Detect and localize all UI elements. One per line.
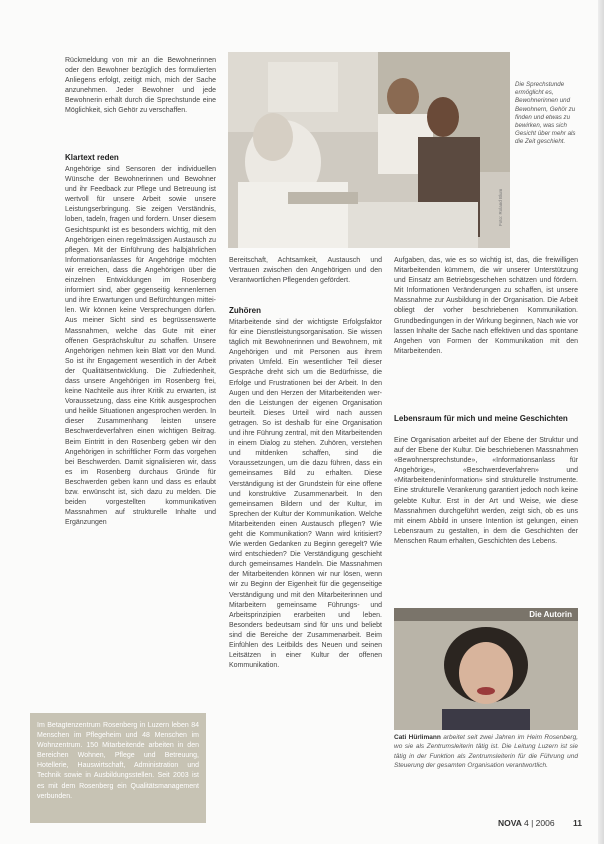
photo-caption: Die Sprechstunde ermöglicht es, Bewohnerinnen und Bewohnern, Gehör zu finden und etwas zu bewirken, was sich Gesicht über mehr als die Zeit geschieht. <box>515 81 576 146</box>
col3-paragraph-1: Aufgaben, das, wie es so wichtig ist, das, die freiwilligen Mitarbeitenden kümmern, die wir unserer Unterstützung und Einsatz am Betriebsgeschehen schätzen und fördern. Mit Informationen Veränderungen zu schaffen, ist unsere Massnahme zur Ausbildung in der Organisation. Die Arbeit obliegt der vorher beschriebenen Kommunikation. Grundbedingungen in der Wirkung beginnen, Nach wie vor lassen Inhalte der Sache nach effektiven und das spontane Angehen von Formen der Kommunikation mit den Mitarbeitenden. <box>394 257 578 355</box>
col2-heading-zuhoeren: Zuhören <box>229 306 261 315</box>
col3-heading-lebensraum: Lebensraum für mich und meine Geschichten <box>394 414 568 423</box>
author-name: Cati Hürlimann <box>394 734 441 741</box>
footer-issue: 4 | 2006 <box>524 818 555 828</box>
page-edge <box>598 0 604 844</box>
col1-heading-klartext: Klartext reden <box>65 153 119 162</box>
author-bio <box>394 733 578 770</box>
author-bio-text: arbeitet seit zwei Jahren im Heim Rosenberg, wo sie als Zentrumsleiterin tätig ist. Die Leitung Luzern ist sie tätig in der Funktion als Zentrumsleiterin für die Führung und Steuerung der gesamten Organisation verantwortlich. <box>394 734 579 769</box>
author-photo <box>394 621 578 730</box>
col1-paragraph-2: Angehörige sind Sensoren der individuellen Wünsche der Bewohnerinnen und Bewohner und ihr Feedback zur Pflege und Betreuung ist wertvoll für unsere Arbeit sowie unsere Leistungserbringung. Sie zeigen Verständnis, loben, tadeln, fragen und fordern. Unser diesem Gesichtspunkt ist es besonders wichtig, mit den Angehörigen einen regelmässigen Austausch zu pflegen. Mit der Einführung des halbjährlichen Informationsanlasses für Angehörige möchten wir erreichen, dass die Angehörigen über die einzelnen Entwicklungen im Rosenberg informiert sind, aber gegenseitig kennenlernen und ihre Erwartungen und Befürchtungen mitteilen. Wir können keine Versprechungen dürfen. Aus meiner Sicht sind es begrüssenswerte Massnahmen, welche das Gute mit einer offenen Gesprächskultur zu schaffen. Unsere Angehörigen nehmen kein Blatt vor den Mund. So ist ihr Engagement wesentlich in der Arbeit der Qualitätsentwicklung. Die Zufriedenheit, dass unsere Angehörigen im Rosenberg frei, keine Nachteile aus ihrer Kritik zu erwarten, ist Voraussetzung, dass eine Kritik ausgesprochen und heikle Situationen angesprochen werden. In dieser Zusammenhang leisten unsere Beschwerdeverfahren einen wichtigen Beitrag. Beim Eintritt in den Rosenberg geben wir den Angehörigen in schriftlicher Form das vorgehen bei Beschwerden. Damit signalisieren wir, dass es im Rosenberg durchaus Gründe für Beschwerden geben kann und dass es erlaubt bzw. erwünscht ist, sich dazu zu melden. Die beiden vorgestellten kommunikativen Massnahmen auf strukturelle Inhalte und Ergänzungen <box>65 166 216 527</box>
col2-paragraph-1: Bereitschaft, Achtsamkeit, Austausch und Vertrauen zwischen den Angehörigen und den Verantwortlichen Pflegenden gefördert. <box>229 257 382 285</box>
author-heading: Die Autorin <box>394 608 578 621</box>
facility-info-box <box>30 713 206 823</box>
footer-page-number: 11 <box>573 818 582 828</box>
author-portrait-image <box>394 621 578 730</box>
col1-paragraph-1: Rückmeldung von mir an die Bewohnerinnen oder den Bewohner bezüglich des formulierten Anliegens erfolgt, zeitigt mich, mich der Sache anzunehmen. Jeder Bewohner und jede Bewohnerin erhält durch die Sprechstunde eine Möglichkeit, sich Gehör zu verschaffen. <box>65 57 216 115</box>
footer-magazine: NOVA <box>498 818 522 828</box>
nursing-photo-image <box>228 52 510 248</box>
photo-credit: Foto: Roland Blum <box>498 188 503 226</box>
facility-info-text: Im Betagtenzentrum Rosenberg in Luzern leben 84 Menschen im Pflegeheim und 48 Menschen im Wohnzentrum. 150 Mitarbeitende arbeiten in den Bereichen Wohnen, Pflege und Betreuung, Hotellerie, Hauswirtschaft, Administration und Technik sowie in Ausbildungsstellen. Seit 2003 ist es mit dem Rosenberg ein Qualitätsmanagement verbunden. <box>37 722 199 800</box>
col3-paragraph-2: Eine Organisation arbeitet auf der Ebene der Struktur und auf der Ebene der Kultur. Die beschriebenen Massnahmen «Bewohnersprechstunde», «Informationsanlass für Angehörige», «Beschwerdeverfahren» und «Mitarbeitendeninformation» sind strukturelle Instrumente. Eine strukturelle Verankerung garantiert jedoch noch keine gelebte Kultur. Erst in der Art und Weise, wie diese Massnahmen durchgeführt werden, zeigt sich, ob es uns mit einem Abbild in unsere Intention ist gelungen, einen Lebensraum zu gestalten, in dem die Geschichten der Menschen Raum erhalten, Geschichten des Lebens. <box>394 437 578 545</box>
nursing-photo <box>228 52 510 248</box>
col2-paragraph-2: Mitarbeitende sind der wichtigste Erfolgsfaktor für eine Dienstleistungsorganisation. Sie wissen täglich mit Bewohnerinnen und Bewohnern, mit Angehörigen und mit Personen aus ihrem privaten Umfeld. Ein wesentlicher Teil dieser Gespräche dreht sich um die Bedürfnisse, die Erfolge und Frustrationen bei der Arbeit. In den Augen und den Herzen der Mitarbeitenden werden die Leistungen der eigenen Organisation beurteilt. Dieses Urteil wird nach aussen getragen. So ist deshalb für eine Organisation und ihre Führung zentral, mit den Mitarbeitenden in einem Dialog zu stehen. Zuhören, verstehen und mitdenken schaffen, sind die Voraussetzungen, um die dazu führen, dass ein gemeinsames Bild zu erhalten. Diese Verständigung ist der Grundstein für eine offene und konstruktive Zusammenarbeit. In den gemeinsamen Bildern und der Kultur, im Sprechen der Kultur der Kommunikation. Welche Mitarbeitenden einen Austausch pflegen? Wie geht die Kommunikation? Wann wird kritisiert? Wie werden Gedanken zu Beginn geregelt? Wie wird entschieden? Die Verständigung geschieht durch gemeinsames Handeln. Die Massnahmen der Mitarbeitenden können wir nur lösen, wenn wir zu Beginn der Eigenheit für die gegenseitige Verständigung und mit den Mitarbeiterinnen und Mitarbeitern gemeinsame Führungs- und Arbeitsprinzipien erarbeiten und leben. Besonders bedeutsam sind für uns und beliebt sind die Bereiche der Zusammenarbeit. Beim Einfühlen des Leitbilds des Neuen und seinen Leitsätzen in einer Kultur der offenen Kommunikation. <box>229 319 382 670</box>
